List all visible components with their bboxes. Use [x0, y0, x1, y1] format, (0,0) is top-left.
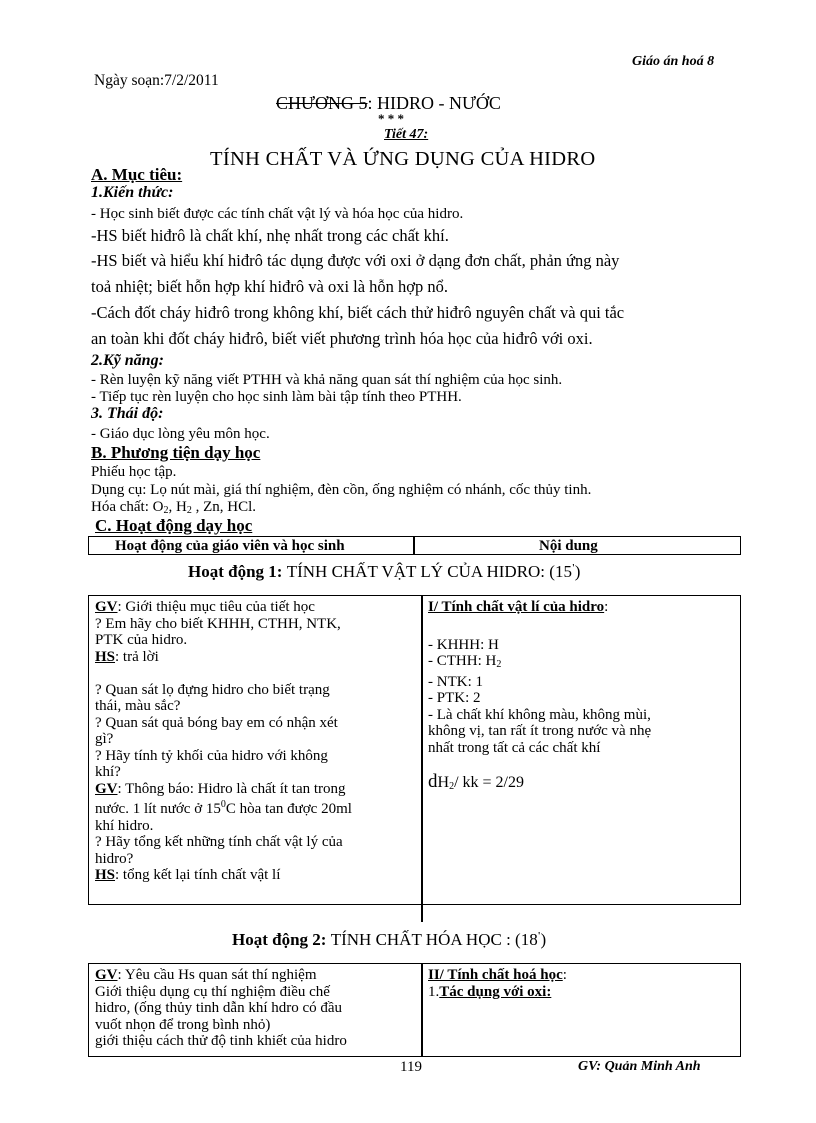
- materials-line: Phiếu học tập.: [91, 464, 177, 480]
- cell-text: ? Em hãy cho biết KHHH, CTHH, NTK,: [95, 615, 341, 632]
- ratio-h: H: [437, 774, 450, 791]
- activity2-title-prefix: Hoạt động 2:: [232, 930, 331, 949]
- gv-label: GV: [95, 967, 118, 983]
- page-number: 119: [400, 1059, 422, 1075]
- hs-label: HS: [95, 867, 116, 883]
- cell-text: khí hidro.: [95, 817, 154, 834]
- cell-text: - CTHH: H: [428, 653, 497, 669]
- table-separator: [421, 904, 423, 922]
- sub-heading: Tác dụng với oxi:: [439, 983, 552, 1000]
- cell-text: nhất trong tất cả các chất khí: [428, 739, 601, 756]
- cell-text: Giới thiệu dụng cụ thí nghiệm điều chế: [95, 983, 330, 1000]
- superscript: 0: [220, 799, 226, 810]
- chemicals-suffix: , Zn, HCl.: [191, 499, 256, 515]
- activity1-title-end: ): [574, 562, 581, 581]
- cell-text: hidro, (ống thủy tinh dẫn khí hdro có đầu: [95, 1000, 343, 1016]
- materials-line: Dụng cụ: Lọ nút mài, giá thí nghiệm, đèn cồn, ống nghiệm có nhánh, cốc thủy tinh.: [91, 482, 592, 498]
- chemicals-prefix: Hóa chất: O: [91, 499, 164, 515]
- cell-text: nước. 1 lít nước ở 15: [95, 801, 221, 817]
- cell-text: :: [604, 599, 609, 615]
- subscript: 2: [163, 505, 169, 516]
- cell-text: : tổng kết lại tính chất vật lí: [115, 867, 281, 883]
- subscript: 2: [449, 781, 455, 792]
- cell-text: ? Hãy tính tỷ khối của hidro với không: [95, 747, 328, 764]
- knowledge-line: - Học sinh biết được các tính chất vật lý và hóa học của hidro.: [91, 206, 464, 222]
- prep-date: Ngày soạn:7/2/2011: [94, 72, 219, 89]
- cell-text: : Yêu cầu Hs quan sát thí nghiệm: [117, 967, 317, 983]
- knowledge-line: -HS biết và hiểu khí hiđrô tác dụng được với oxi ở dạng đơn chất, phản ứng này: [91, 251, 620, 270]
- cell-text: thái, màu sắc?: [95, 698, 181, 714]
- knowledge-line: -Cách đốt cháy hiđrô trong không khí, biết cách thử hiđrô nguyên chất và qui tắc: [91, 303, 625, 322]
- cell-text: - NTK: 1: [428, 673, 483, 690]
- header-top-right: Giáo án hoá 8: [632, 54, 715, 69]
- hs-label: HS: [95, 648, 116, 665]
- activity2-left-cell: [95, 967, 347, 1050]
- activity1-title: [188, 562, 580, 582]
- chapter-rest: : HIDRO - NƯỚC: [367, 93, 501, 113]
- gv-label: GV: [95, 780, 118, 797]
- col-header-right: Nội dung: [539, 538, 598, 554]
- lesson-number: Tiết 47:: [384, 127, 429, 142]
- cell-text: C hòa tan được 20ml: [225, 801, 352, 817]
- right-heading: I/ Tính chất vật lí của hidro: [428, 599, 605, 615]
- section-a-heading: A. Mục tiêu:: [91, 165, 183, 184]
- cell-text: :: [562, 967, 567, 983]
- cell-text: khí?: [95, 764, 121, 780]
- cell-text: giới thiệu cách thử độ tinh khiết của hidro: [95, 1033, 347, 1049]
- cell-text: - KHHH: H: [428, 636, 499, 653]
- cell-text: 1.: [428, 983, 440, 1000]
- cell-text: - Là chất khí không màu, không mùi,: [428, 706, 651, 723]
- skills-line: - Tiếp tục rèn luyện cho học sinh làm bài tập tính theo PTHH.: [91, 389, 462, 405]
- activity2-title: [232, 930, 546, 950]
- cell-text: : Thông báo: Hidro là chất ít tan trong: [117, 780, 346, 797]
- activity2-title-main: TÍNH CHẤT HÓA HỌC : (18: [330, 930, 538, 949]
- cell-text: - PTK: 2: [428, 690, 481, 706]
- page-title: TÍNH CHẤT VÀ ỨNG DỤNG CỦA HIDRO: [210, 148, 596, 170]
- cell-text: hidro?: [95, 850, 134, 867]
- skills-heading: 2.Kỹ năng:: [91, 352, 164, 369]
- chapter-stars: * * *: [378, 111, 404, 126]
- activity1-right-cell: [428, 599, 651, 796]
- cell-text: PTK của hidro.: [95, 632, 188, 648]
- attitude-heading: 3. Thái độ:: [91, 405, 164, 422]
- knowledge-line: -HS biết hiđrô là chất khí, nhẹ nhất trong các chất khí.: [91, 226, 449, 245]
- activity1-title-prefix: Hoạt động 1:: [188, 562, 287, 581]
- knowledge-line: an toàn khi đốt cháy hiđrô, biết viết phương trình hóa học của hiđrô với oxi.: [91, 329, 593, 348]
- minute-mark: ': [571, 563, 575, 574]
- cell-text: không vị, tan rất ít trong nước và nhẹ: [428, 723, 652, 739]
- minute-mark: ': [537, 931, 541, 942]
- gv-label: GV: [95, 599, 118, 615]
- cell-text: : trả lời: [115, 648, 159, 665]
- cell-text: : Giới thiệu mục tiêu của tiết học: [117, 599, 315, 615]
- right-heading: II/ Tính chất hoá học: [428, 967, 563, 983]
- cell-text: ? Hãy tổng kết những tính chất vật lý của: [95, 834, 343, 850]
- activity2-title-end: ): [540, 930, 547, 949]
- table-header: [88, 536, 741, 555]
- knowledge-line: toả nhiệt; biết hỗn hợp khí hiđrô và oxi là hỗn hợp nổ.: [91, 277, 449, 296]
- knowledge-heading: 1.Kiến thức:: [91, 184, 174, 201]
- activity2-right-cell: [428, 967, 567, 1000]
- section-b-heading: B. Phương tiện dạy học: [91, 443, 261, 462]
- chemicals-mid: , H: [168, 499, 187, 515]
- cell-text: gì?: [95, 731, 114, 747]
- col-header-left: Hoạt động của giáo viên và học sinh: [115, 538, 345, 554]
- cell-text: vuốt nhọn để trong bình nhỏ): [95, 1016, 271, 1033]
- skills-line: - Rèn luyện kỹ năng viết PTHH và khả năng quan sát thí nghiệm của học sinh.: [91, 372, 563, 388]
- subscript: 2: [496, 659, 502, 670]
- cell-text: ? Quan sát lọ đựng hidro cho biết trạng: [95, 681, 330, 698]
- cell-text: ? Quan sát quả bóng bay em có nhận xét: [95, 714, 338, 731]
- section-c-heading: C. Hoạt động dạy học: [95, 516, 253, 535]
- ratio-rest: / kk = 2/29: [454, 774, 524, 791]
- activity1-title-main: TÍNH CHẤT VẬT LÝ CỦA HIDRO: (15: [286, 562, 572, 581]
- ratio-d: d: [428, 771, 438, 792]
- attitude-line: - Giáo dục lòng yêu môn học.: [91, 426, 270, 442]
- activity1-left-cell: [95, 599, 352, 884]
- subscript: 2: [186, 505, 192, 516]
- footer-author: GV: Quản Minh Anh: [578, 1059, 701, 1074]
- chapter-prefix: CHƯƠNG 5: [276, 93, 368, 113]
